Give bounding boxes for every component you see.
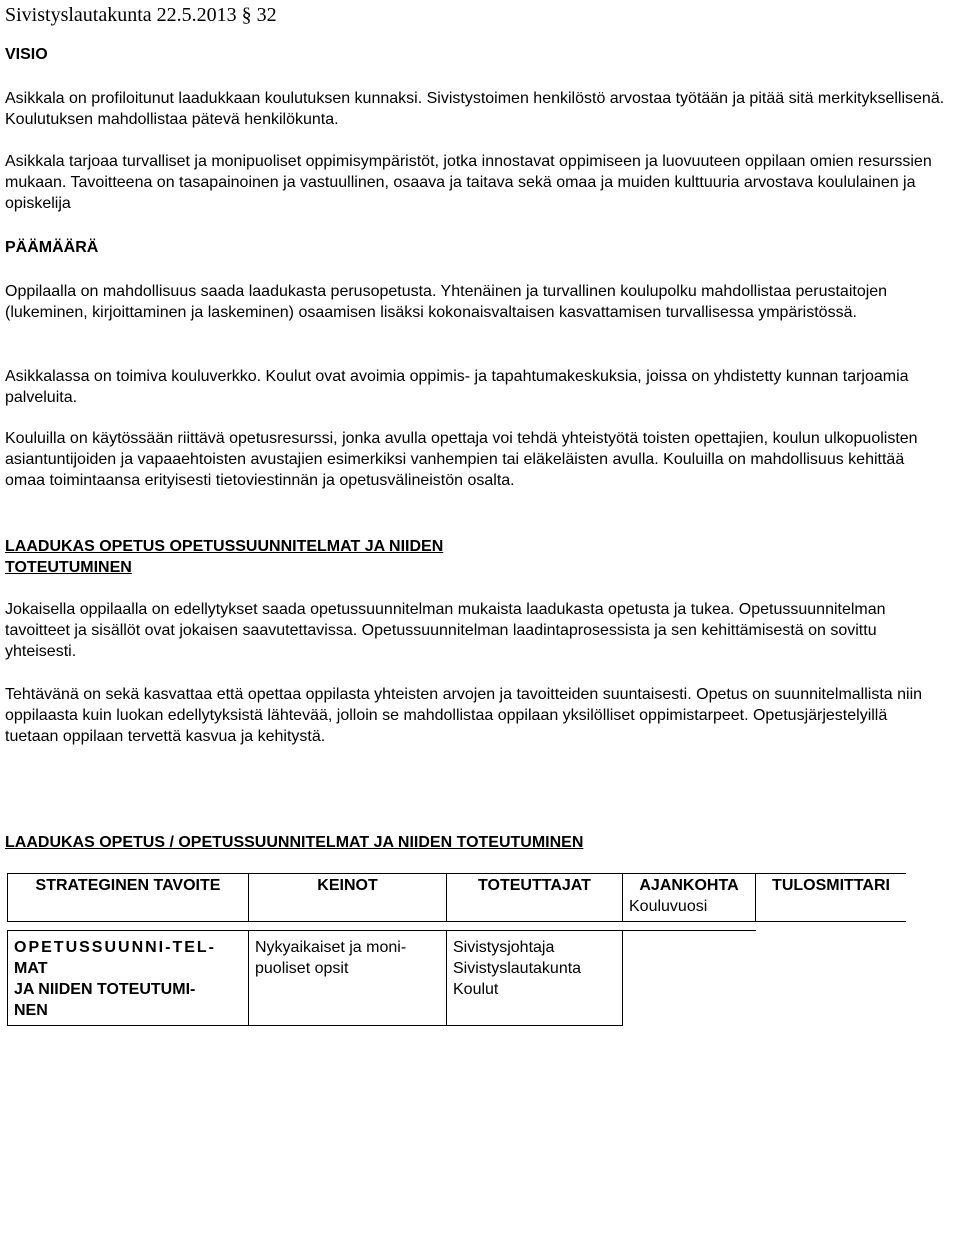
column-header-keinot: KEINOT <box>249 874 447 922</box>
cell-keinot: Nykyaikaiset ja moni- puoliset opsit <box>249 931 447 1026</box>
table-section-heading: LAADUKAS OPETUS / OPETUSSUUNNITELMAT JA NIIDEN TOTEUTUMINEN <box>5 834 584 851</box>
paamaara-heading: PÄÄMÄÄRÄ <box>5 239 99 256</box>
page-number: 32 <box>251 4 277 26</box>
cell-strateginen-tavoite: OPETUSSUUNNI-TEL- MAT JA NIIDEN TOTEUTUMI- NEN <box>8 931 249 1026</box>
ajankohta-sub-label: Kouluvuosi <box>629 898 708 915</box>
strategy-table <box>7 873 906 1026</box>
column-header-strateginen-tavoite: STRATEGINEN TAVOITE <box>8 874 249 922</box>
visio-paragraph-2: Asikkala tarjoaa turvalliset ja monipuoliset oppimisympäristöt, jotka innostavat oppimiseen ja luovuuteen oppilaan omien resurssien mukaan. Tavoitteena on tasapainoinen ja vastuullinen, osaava ja taitava sekä omaa ja muiden kulttuuria arvostava koululainen ja opiskelija <box>5 153 932 212</box>
table-header-row <box>8 874 907 922</box>
paamaara-paragraph-2: Asikkalassa on toimiva kouluverkko. Koulut ovat avoimia oppimis- ja tapahtumakeskuksia, joissa on yhdistetty kunnan tarjoamia palveluita. <box>5 368 909 406</box>
laadukas-heading <box>5 536 443 578</box>
paamaara-paragraph-3: Kouluilla on käytössään riittävä opetusresurssi, jonka avulla opettaja voi tehdä yhteistyötä toisten opettajien, koulun ulkopuolisten asiantuntijoiden ja vapaaehtoisten avustajien esimerkiksi vanhempien tai eläkeläisten avulla. Kouluilla on mahdollisuus kehittää omaa toimintaansa erityisesti tietoviestinnän ja opetusvälineistön osalta. <box>5 430 918 489</box>
visio-heading: VISIO <box>5 46 48 63</box>
page-header <box>5 3 277 27</box>
header-title: Sivistyslautakunta 22.5.2013 <box>5 4 242 26</box>
column-header-ajankohta <box>623 874 756 922</box>
laadukas-heading-line-2: TOTEUTUMINEN <box>5 559 132 576</box>
column-header-tulosmittari: TULOSMITTARI <box>756 874 907 922</box>
laadukas-paragraph-2: Tehtävänä on sekä kasvattaa että opettaa oppilasta yhteisten arvojen ja tavoitteiden suuntaisesti. Opetus on suunnitelmallista niin oppilaasta kuin luokan edellytyksistä lähtevää, jolloin se mahdollistaa oppilaan yksilölliset oppimistarpeet. Opetusjärjestelyillä tuetaan oppilaan tervettä kasvua ja kehitystä. <box>5 686 923 745</box>
visio-paragraph-1: Asikkala on profiloitunut laadukkaan koulutuksen kunnaksi. Sivistystoimen henkilöstö arvostaa työtään ja pitää sitä merkityksellisenä. Koulutuksen mahdollistaa pätevä henkilökunta. <box>5 90 945 128</box>
table-spacer-row <box>8 922 907 931</box>
table-row <box>8 931 907 1026</box>
ajankohta-label: AJANKOHTA <box>639 877 739 894</box>
laadukas-paragraph-1: Jokaisella oppilaalla on edellytykset saada opetussuunnitelman mukaista laadukasta opetusta ja tukea. Opetussuunnitelman tavoitteet ja sisällöt ovat jokaisen saavutettavissa. Opetussuunnitelman laadintaprosessista ja sen kehittämisestä on sovittu yhteisesti. <box>5 601 886 660</box>
section-sign: § <box>241 4 252 26</box>
column-header-toteuttajat: TOTEUTTAJAT <box>447 874 623 922</box>
paamaara-paragraph-1: Oppilaalla on mahdollisuus saada laadukasta perusopetusta. Yhtenäinen ja turvallinen koulupolku mahdollistaa perustaitojen (lukeminen, kirjoittaminen ja laskeminen) osaamisen lisäksi kokonaisvaltaisen kasvattamisen turvallisessa ympäristössä. <box>5 283 888 321</box>
laadukas-heading-line-1: LAADUKAS OPETUS OPETUSSUUNNITELMAT JA NIIDEN <box>5 538 444 555</box>
cell-toteuttajat: Sivistysjohtaja Sivistyslautakunta Koulut <box>447 931 623 1026</box>
